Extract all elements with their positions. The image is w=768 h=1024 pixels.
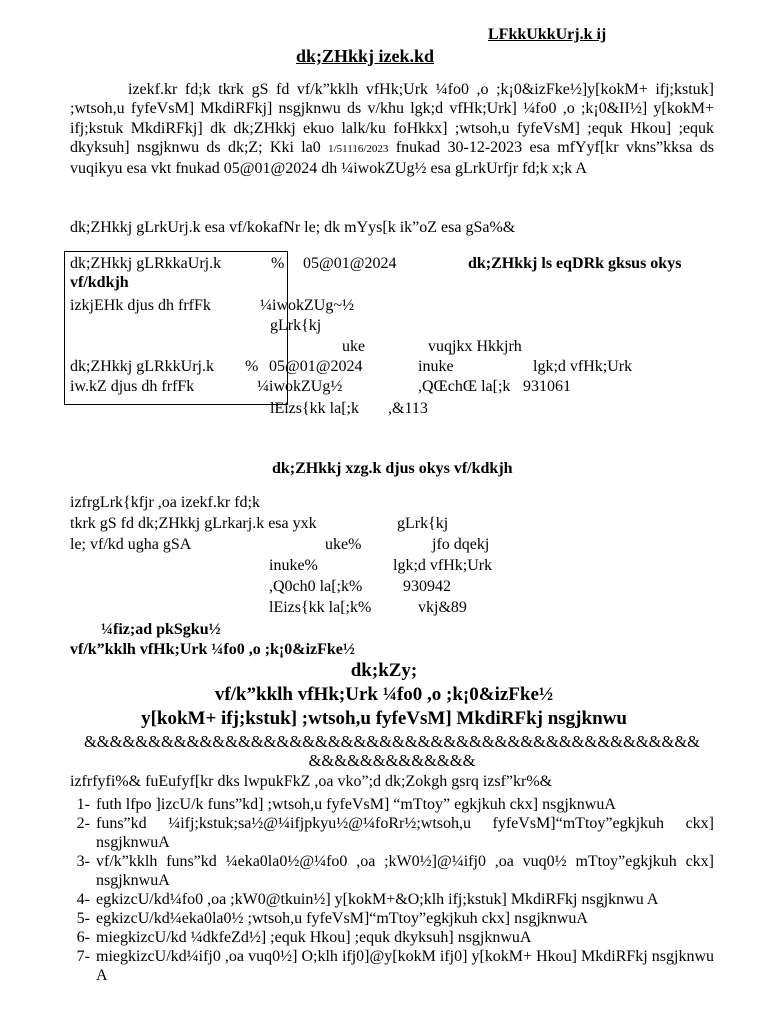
copy-to-item bbox=[70, 947, 714, 985]
document-title: dk;ZHkkj izek.kd bbox=[296, 46, 435, 66]
handover-date: 05@01@2024 bbox=[303, 255, 397, 272]
start-date-label: izkjEHk djus dh frfFk bbox=[70, 297, 211, 314]
copy-to-item-text: egkizcU/kd¼eka0la0½ ;wtsoh,u fyfeVsM]“mTtoy”egkjkuh ckx] nsgjknwuA bbox=[96, 910, 588, 927]
designation-value: lgk;d vfHk;Urk bbox=[533, 358, 633, 375]
designation-value-2: lgk;d vfHk;Urk bbox=[393, 557, 493, 574]
relieved-officer-heading: dk;ZHkkj ls eqDRk gksus okys bbox=[468, 255, 682, 272]
subline: dk;ZHkkj gLrkUrj.k esa vf/kokafNr le; dk mYys[k ik”oZ esa gSa%& bbox=[70, 219, 516, 236]
copy-to-item bbox=[70, 795, 714, 814]
copy-to-item-text: vf/k”kklh funs”kd ¼eka0la0½@¼fo0 ,oa ;kW0½]@¼ifj0 ,oa vuq0½ mTtoy”egkjkuh ckx] nsgjknwuA bbox=[96, 853, 714, 889]
certification-line-2: tkrk gS fd dk;ZHkkj gLrkarj.k esa yxk bbox=[70, 515, 317, 532]
separator-line: &&&&&&&&&&&&&&&&&&&&&&&&&&&&&&&&&&&&&&&&&&&&&&&&&&&&&&&&&&&&& bbox=[83, 732, 701, 770]
copy-to-item-number: 2- bbox=[76, 815, 90, 832]
name-label: uke bbox=[342, 338, 366, 355]
copy-to-item-number: 3- bbox=[76, 853, 90, 870]
handover-date-2: 05@01@2024 bbox=[269, 358, 363, 375]
signatory-name: ¼fiz;ad pkSgku½ bbox=[101, 621, 221, 638]
handover-colon: % bbox=[271, 255, 285, 272]
name-label-2: uke% bbox=[325, 536, 362, 553]
fb-number-label: ,QŒchŒ la[;k bbox=[418, 378, 511, 395]
copy-to-item bbox=[70, 852, 714, 890]
copy-to-item-text: funs”kd ¼ifj;kstuk;sa½@¼ifjpkyu½@¼foRr½;wtsoh,u fyfeVsM]“mTtoy”egkjkuh ckx] nsgjknwuA bbox=[96, 815, 714, 851]
copy-to-item-text: egkizcU/kd¼fo0 ,oa ;kW0@tkuin½] y[kokM+&O;klh ifj;kstuk] MkdiRFkj nsgjknwu A bbox=[96, 891, 659, 908]
copy-to-item bbox=[70, 814, 714, 852]
office-heading: dk;kZy; bbox=[350, 660, 418, 681]
copy-to-item-number: 5- bbox=[76, 910, 90, 927]
review-number-label: lEizs{kk la[;k bbox=[270, 400, 359, 417]
fb-number-2: 930942 bbox=[403, 578, 451, 595]
fb-number-label-2: ,Q0ch0 la[;k% bbox=[269, 578, 363, 595]
review-number-2: vkj&89 bbox=[418, 599, 467, 616]
office-designation: vf/k”kklh vfHk;Urk ¼fo0 ,o ;k¡0&izFke½ bbox=[214, 684, 554, 705]
fb-number: 931061 bbox=[523, 378, 571, 395]
copy-to-item-number: 6- bbox=[76, 929, 90, 946]
completion-time: ¼iwokZUg½ bbox=[257, 378, 343, 395]
certification-line-3: le; vf/kd ugha gSA bbox=[70, 536, 192, 553]
copy-to-list bbox=[70, 795, 714, 985]
intro-text: izekf.kr fd;k tkrk gS fd vf/k”kklh vfHk;Urk ¼fo0 ,o ;k¡0&izFke½]y[kokM+ ifj;kstuk] ;wtsoh,u fyfeVsM] MkdiRFkj] nsgjknwu ds v/khu lgk;d vfHk;Urk] ¼fo0 ,o ;k¡0&II½] y[kokM+ ifj;kstuk MkdiRFkj] dk dk;ZHkkj ekuo lalk/ku foHkkx] ;wtsoh,u fyfeVsM] ;equk Hkou] ;equk dkyksuh] nsgjknwu ds dk;Z; Kki la0 bbox=[70, 81, 714, 156]
office-address: y[kokM+ ifj;kstuk] ;wtsoh,u fyfeVsM] MkdiRFkj nsgjknwu bbox=[141, 708, 627, 729]
copy-to-item-number: 4- bbox=[76, 891, 90, 908]
signature-label: gLrk{kj bbox=[270, 317, 322, 334]
handover-label: dk;ZHkkj gLRkkaUrj.k bbox=[70, 255, 222, 272]
copy-to-item-text: futh lfpo ]izcU/k funs”kd] ;wtsoh,u fyfeVsM] “mTtoy” egkjkuh ckx] nsgjknwuA bbox=[96, 796, 616, 813]
copy-to-item bbox=[70, 909, 714, 928]
review-number-label-2: lEizs{kk la[;k% bbox=[269, 599, 372, 616]
copy-to-item-number: 1- bbox=[76, 796, 90, 813]
designation-label-2: inuke% bbox=[269, 557, 318, 574]
joining-officer-heading: dk;ZHkkj xzg.k djus okys vf/kdkjh bbox=[272, 460, 513, 477]
relieved-officer-name: vuqjkx Hkkjrh bbox=[428, 338, 522, 355]
relieved-officer-heading-2: vf/kdkjh bbox=[70, 274, 129, 291]
top-right-heading: LFkkUkkUrj.k ij bbox=[488, 26, 607, 43]
certification-line-1: izfrgLrk{kfjr ,oa izekf.kr fd;k bbox=[70, 494, 260, 511]
joining-officer-name: jfo dqekj bbox=[432, 536, 490, 553]
reference-number: 1/51116/2023 bbox=[328, 142, 389, 155]
copy-to-item-number: 7- bbox=[76, 948, 90, 965]
completion-date-label: iw.kZ djus dh frfFk bbox=[70, 378, 195, 395]
handover-label-2: dk;ZHkkj gLRkkUrj.k bbox=[70, 358, 214, 375]
review-number: ,&113 bbox=[388, 400, 428, 417]
copy-to-item bbox=[70, 928, 714, 947]
copy-to-item-text: miegkizcU/kd¼ifj0 ,oa vuq0½] O;klh ifj0]@y[kokM ifj0] y[kokM+ Hkou] MkdiRFkj nsgjknwu A bbox=[96, 948, 714, 984]
designation-label: inuke bbox=[418, 358, 454, 375]
intro-paragraph bbox=[70, 80, 714, 178]
signatory-designation: vf/k”kklh vfHk;Urk ¼fo0 ,o ;k¡0&izFke½ bbox=[70, 641, 355, 658]
copy-to-item-text: miegkizcU/kd ¼dkfeZd½] ;equk Hkou] ;equk dkyksuh] nsgjknwuA bbox=[96, 929, 532, 946]
handover-colon-2: % bbox=[245, 358, 259, 375]
copy-to-item bbox=[70, 890, 714, 909]
copy-to-intro: izfrfyfi%& fuEufyf[kr dks lwpukFkZ ,oa vko”;d dk;Zokgh gsrq izsf”kr%& bbox=[70, 773, 553, 790]
start-time: ¼iwokZUg~½ bbox=[260, 297, 354, 314]
signature-label-2: gLrk{kj bbox=[397, 515, 449, 532]
intro-text-continued: fnukad 30-12-2023 esa mfYyf[kr vkns”kksa ds vuqikyu esa vkt fnukad 05@01@2024 dh ¼iwokZUg½ esa gLrkUrfjr fd;k x;k A bbox=[70, 138, 715, 178]
